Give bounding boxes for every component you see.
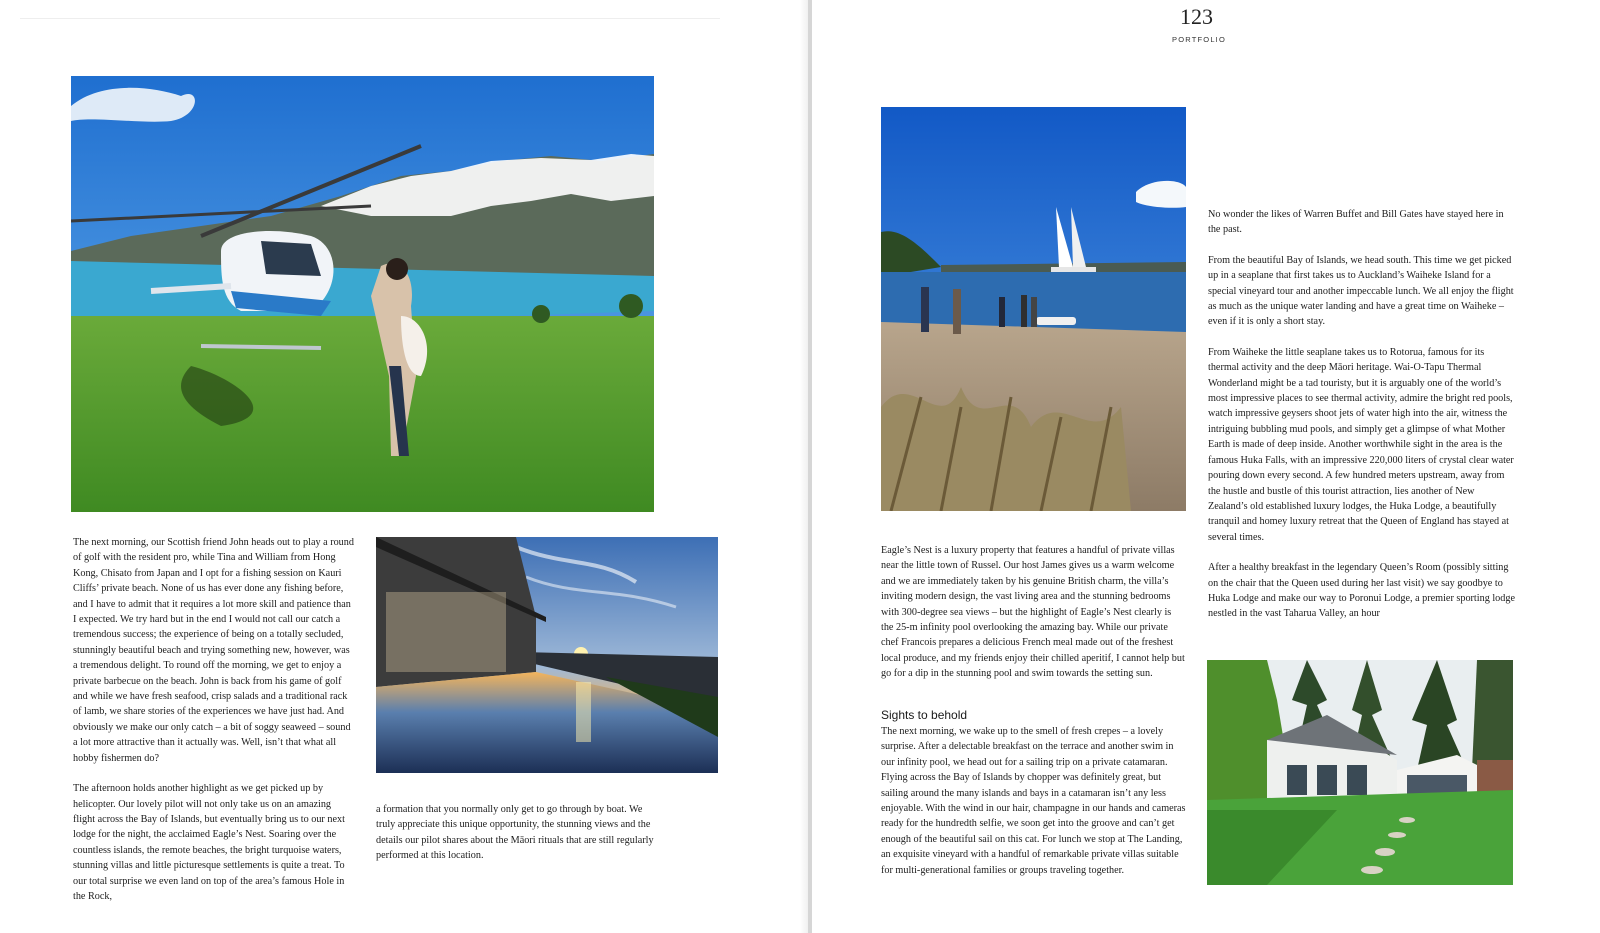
paragraph: The next morning, our Scottish friend John heads out to play a round of golf with the resident pro, while Tina and William from Hong Kong, Chisato from Japan and I opt for a fishing session on Kauri Cliffs’ private beach. None of us has ever done any fishing before, and I have to admit that it requires a lot more skill and patience than I expected. We try hard but in the end I would not call our catch a tremendous success; the experience of being on a totally secluded, stunningly beautiful beach and trying something new, however, was a tremendous delight. To round off the morning, we get to enjoy a private barbecue on the beach. John is back from his game of golf and while we have fresh seafood, crisp salads and a traditional rack of lamb, we share stories of the experiences we have just had. And obviously we make our only catch – a bit of soggy seaweed – sound a lot more attractive than it actually was. Well, isn’t that what all hobby fishermen do? xyxy=(73,537,354,764)
right-column-1 xyxy=(881,543,1186,682)
paragraph: From Waiheke the little seaplane takes us to Rotorua, famous for its thermal activity and the deep Māori heritage. Wai-O-Tapu Thermal Wonderland might be a tad touristy, but it is arguably one of the world’s most impressive places to see thermal activity, admire the bright red pools, watch impressive geysers shoot jets of water high into the air, witness the intriguing bubbling mud pools, and simply get a glimpse of what Mother Earth is made of deep inside. Another worthwhile sight in the area is the famous Huka Falls, with an impressive 220,000 liters of crystal clear water pouring down every second. A few hundred meters upstream, away from the hustle and bustle of this tourist attraction, lies another of New Zealand’s old established luxury lodges, the Huka Lodge, a beautifully tranquil and homey luxury retreat that the Queen of England has stayed at several times. xyxy=(1208,346,1514,543)
lodge-garden-photo xyxy=(1207,660,1513,885)
paragraph: The next morning, we wake up to the smell of fresh crepes – a lovely surprise. After a delectable breakfast on the terrace and another swim in our infinity pool, we head out for a sailing trip on a private catamaran. Flying across the Bay of Islands by chopper was definitely great, but sailing around the many islands and bays in a catamaran isn’t any less enjoyable. With the wind in our hair, champagne in our hands and cameras ready for the hundredth selfie, we soon get into the groove and can’t get enough of the beautiful sail on this cat. For lunch we stop at The Landing, an exquisite vineyard with a handful of remarkable private villas suitable for multi-generational families or groups traveling together. xyxy=(881,726,1186,876)
right-column-1b xyxy=(881,724,1186,893)
left-column-2 xyxy=(376,802,658,879)
paragraph: From the beautiful Bay of Islands, we head south. This time we get picked up in a seaplane that first takes us to Auckland’s Waiheke Island for a special vineyard tour and another impeccable lunch. We all enjoy the flight as much as the unique water landing and have a great time on Waiheke – even if it is only a short stay. xyxy=(1208,254,1514,328)
helicopter-photo xyxy=(71,76,654,512)
page-gutter xyxy=(808,0,812,933)
right-column-2 xyxy=(1208,207,1516,637)
paragraph: Eagle’s Nest is a luxury property that features a handful of private villas near the little town of Russel. Our host James gives us a warm welcome and we are immediately taken by his genuine British charm, the villa’s inviting modern design, the vast living area and the stunning bedrooms with 300-degree sea views – but the highlight of Eagle’s Nest clearly is the 25-m infinity pool overlooking the amazing bay. While our private chef Francois prepares a delicious French meal made out of the freshest local produce, and my friends enjoy their chilled aperitif, I cannot help but go for a dip in the stunning pool and swim towards the setting sun. xyxy=(881,545,1185,680)
section-label: PORTFOLIO xyxy=(1172,35,1227,44)
infinity-pool-photo xyxy=(376,537,718,773)
left-column-1 xyxy=(73,535,355,919)
paragraph: No wonder the likes of Warren Buffet and Bill Gates have stayed here in the past. xyxy=(1208,209,1504,236)
top-rule xyxy=(20,18,720,19)
beach-catamaran-photo xyxy=(881,107,1186,511)
page-number: 123 xyxy=(1180,4,1213,29)
section-subhead: Sights to behold xyxy=(881,708,968,722)
paragraph: a formation that you normally only get to go through by boat. We truly appreciate this unique opportunity, the stunning views and the details our pilot shares about the Māori rituals that are still regularly performed at this location. xyxy=(376,804,654,862)
gutter-shadow xyxy=(800,0,808,933)
paragraph: After a healthy breakfast in the legendary Queen’s Room (possibly sitting on the chair that the Queen used during her last visit) we say goodbye to Huka Lodge and make our way to Poronui Lodge, a premier sporting lodge nestled in the vast Taharua Valley, an hour xyxy=(1208,562,1515,620)
paragraph: The afternoon holds another highlight as we get picked up by helicopter. Our lovely pilot will not only take us on an amazing flight across the Bay of Islands, but eventually bring us to our next lodge for the night, the acclaimed Eagle’s Nest. Soaring over the countless islands, the remote beaches, the bright turquoise waters, stunning villas and little picturesque settlements is quite a treat. To our total surprise we even land on top of the area’s famous Hole in the Rock, xyxy=(73,783,345,902)
